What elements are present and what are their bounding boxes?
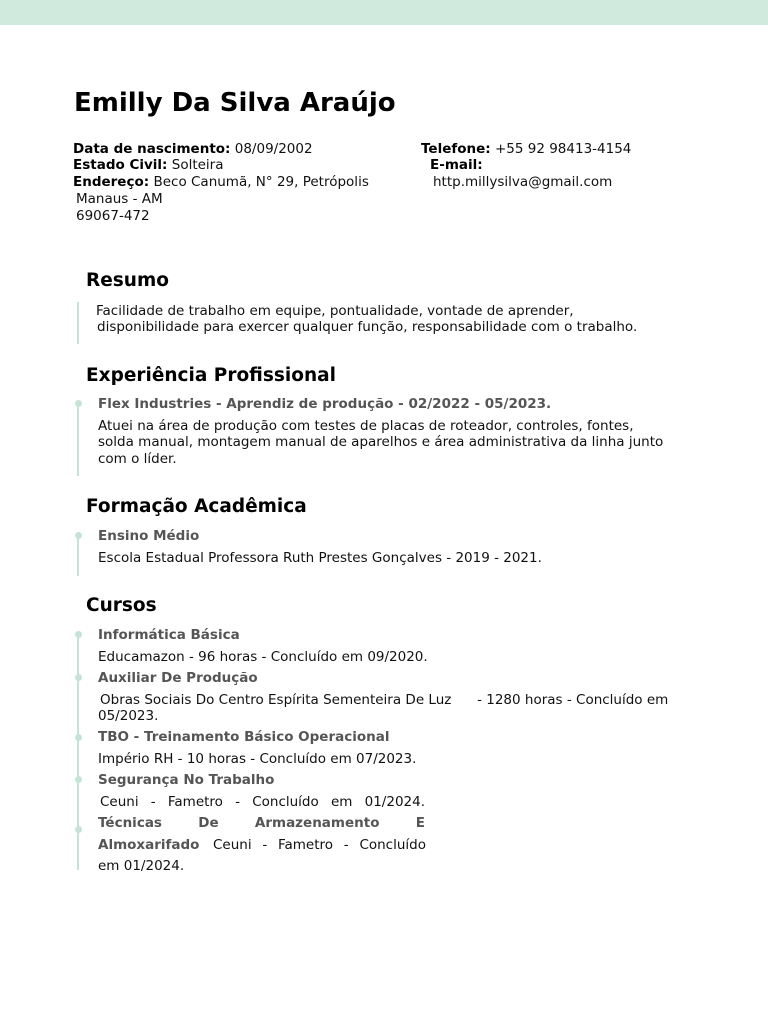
education-section-title: Formação Acadêmica: [86, 496, 307, 517]
course-1-text: Educamazon - 96 horas - Concluído em 09/2020.: [98, 649, 428, 665]
education-timeline-bar: [77, 534, 79, 576]
experience-section-title: Experiência Profissional: [86, 365, 336, 386]
summary-text-line-1: Facilidade de trabalho em equipe, pontualidade, vontade de aprender,: [96, 303, 574, 319]
experience-item-heading: Flex Industries - Aprendiz de produção - 02/2022 - 05/2023.: [98, 396, 552, 412]
phone-line: [421, 141, 631, 158]
birth-date-line: [73, 141, 313, 158]
course-bullet: [75, 826, 82, 833]
course-4-heading: Segurança No Trabalho: [98, 772, 275, 788]
course-2-text: Obras Sociais Do Centro Espírita Sementeira De Luz - 1280 horas - Concluído em: [100, 692, 669, 708]
summary-section-title: Resumo: [86, 270, 169, 291]
top-color-band: [0, 0, 768, 25]
summary-accent-bar: [77, 302, 79, 344]
experience-timeline-bar: [77, 404, 79, 476]
course-5-text: Ceuni - Fametro - Concluído: [213, 837, 426, 853]
civil-status-label: Estado Civil:: [73, 157, 168, 173]
course-3-heading: TBO - Treinamento Básico Operacional: [98, 729, 390, 745]
education-item-text: Escola Estadual Professora Ruth Prestes Gonçalves - 2019 - 2021.: [98, 550, 542, 566]
experience-item-line-1: Atuei na área de produção com testes de placas de roteador, controles, fontes,: [98, 418, 634, 434]
education-bullet: [75, 532, 82, 539]
email-label: E-mail:: [430, 157, 483, 173]
address-value: Beco Canumã, N° 29, Petrópolis: [153, 174, 369, 190]
address-line: [73, 174, 369, 191]
course-bullet: [75, 674, 82, 681]
course-5-heading-part-1: Técnicas De Armazenamento E: [98, 815, 425, 831]
course-2-heading: Auxiliar De Produção: [98, 670, 258, 686]
address-label: Endereço:: [73, 174, 150, 190]
phone-value: +55 92 98413-4154: [494, 141, 632, 157]
course-1-heading: Informática Básica: [98, 627, 240, 643]
course-5-heading-part-2: Almoxarifado: [98, 837, 200, 853]
course-bullet: [75, 734, 82, 741]
birth-date-value: 08/09/2002: [234, 141, 313, 157]
course-bullet: [75, 776, 82, 783]
civil-status-line: [73, 157, 224, 174]
phone-label: Telefone:: [421, 141, 491, 157]
courses-section-title: Cursos: [86, 595, 157, 616]
experience-item-line-2: solda manual, montagem manual de aparelhos e área administrativa da linha junto: [98, 434, 664, 450]
course-2-text-cont: 05/2023.: [98, 708, 159, 724]
experience-bullet: [75, 400, 82, 407]
address-city: Manaus - AM: [76, 191, 163, 207]
course-bullet: [75, 631, 82, 638]
birth-date-label: Data de nascimento:: [73, 141, 231, 157]
course-5-text-cont: em 01/2024.: [98, 858, 185, 874]
education-item-heading: Ensino Médio: [98, 528, 200, 544]
courses-timeline-bar: [77, 634, 79, 870]
email-value[interactable]: http.millysilva@gmail.com: [433, 174, 613, 190]
course-4-text: Ceuni - Fametro - Concluído em 01/2024.: [100, 794, 425, 810]
course-3-text: Império RH - 10 horas - Concluído em 07/2023.: [98, 751, 417, 767]
civil-status-value: Solteira: [171, 157, 224, 173]
address-zip: 69067-472: [76, 208, 150, 224]
summary-text-line-2: disponibilidade para exercer qualquer função, responsabilidade com o trabalho.: [97, 319, 638, 335]
experience-item-line-3: com o líder.: [98, 451, 177, 467]
candidate-name: Emilly Da Silva Araújo: [74, 88, 396, 118]
